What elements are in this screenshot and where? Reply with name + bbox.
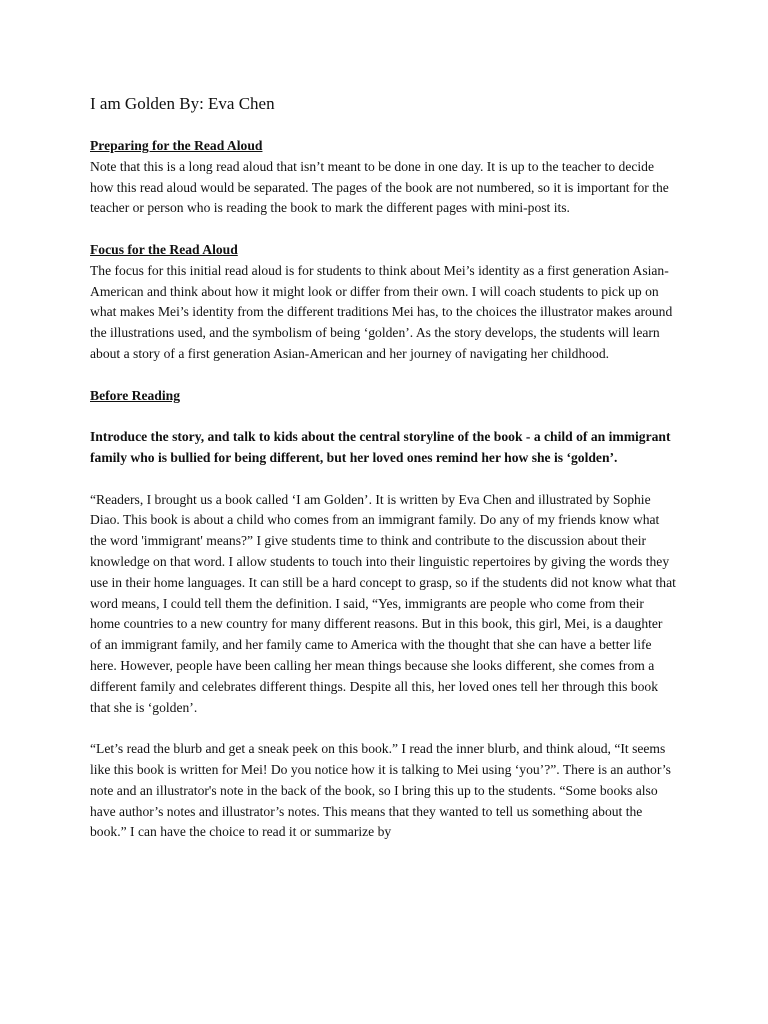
document-page (90, 92, 676, 843)
spacer (90, 406, 676, 427)
paragraph-intro-bold: Introduce the story, and talk to kids about the central storyline of the book - a child of an immigrant family who is bullied for being different, but her loved ones remind her how she is ‘golden’. (90, 429, 671, 465)
paragraph-preparing: Note that this is a long read aloud that isn’t meant to be done in one day. It is up to the teacher to decide how this read aloud would be separated. The pages of the book are not numbered, so it is important for the teacher or person who is reading the book to mark the different pages with mini-post its. (90, 158, 669, 216)
heading-preparing: Preparing for the Read Aloud (90, 138, 263, 153)
heading-focus: Focus for the Read Aloud (90, 241, 238, 257)
paragraph-blurb: “Let’s read the blurb and get a sneak peek on this book.” I read the inner blurb, and think aloud, “It seems like this book is written for Mei! Do you notice how it is talking to Mei using ‘you’?”. There is an author’s note and an illustrator's note in the back of the book, so I bring this up to the students. “Some books also have author’s notes and illustrator’s notes. This means that they wanted to tell us something about the book.” I can have the choice to read it or summarize by (90, 741, 671, 840)
heading-before-reading: Before Reading (90, 387, 180, 403)
document-title: I am Golden By: Eva Chen (90, 94, 275, 113)
spacer (90, 718, 676, 739)
spacer (90, 469, 676, 490)
spacer (90, 219, 676, 240)
paragraph-focus: The focus for this initial read aloud is for students to think about Mei’s identity as a first generation Asian-American and think about how it might look or differ from their own. I will coach students to pick up on what makes Mei’s identity from the different traditions Mei has, to the choices the illustrator makes around the illustrations used, and the symbolism of being ‘golden’. As the story develops, the students will learn about a story of a first generation Asian-American and her journey of navigating her childhood. (90, 262, 673, 361)
paragraph-readers: “Readers, I brought us a book called ‘I am Golden’. It is written by Eva Chen and illustrated by Sophie Diao. This book is about a child who comes from an immigrant family. Do any of my friends know what the word 'immigrant' means?” I give students time to think and contribute to the discussion about their knowledge on that word. I allow students to touch into their linguistic repertoires by giving the words they use in their home languages. It can still be a hard concept to grasp, so if the students did not know what that word means, I could tell them the definition. I said, “Yes, immigrants are people who come from their home countries to a new country for many different reasons. But in this book, this girl, Mei, is a daughter of an immigrant family, and her family came to America with the thought that she can have a better life here. However, people have been calling her mean things because she looks different, she comes from a different family and celebrates different things. Despite all this, her loved ones tell her through this book that she is ‘golden’. (90, 491, 676, 715)
spacer (90, 365, 676, 386)
